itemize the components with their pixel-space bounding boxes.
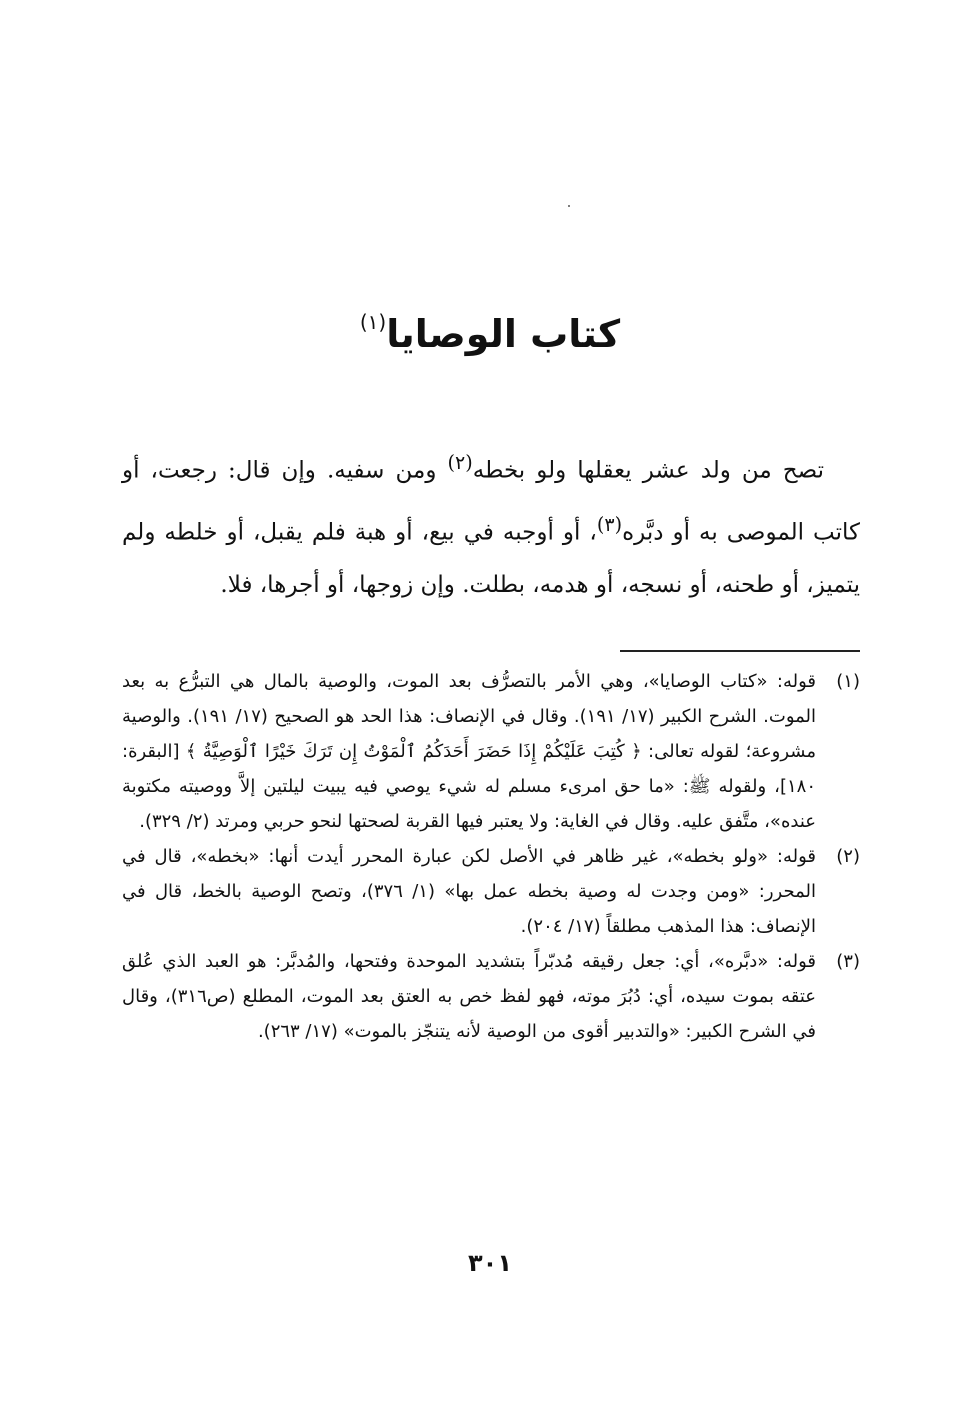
- footnotes-section: [122, 664, 860, 1049]
- main-text-part-2: ومن سفيه. وإن قال: رجعت، أو كاتب الموصى به أو دبَّره: [122, 457, 860, 546]
- footnote: [122, 944, 860, 1049]
- page-number: ٣٠١: [468, 1249, 512, 1277]
- footnote-text: قوله: «دبَّره»، أي: جعل رقيقه مُدبّراً بتشديد الموحدة وفتحها، والمُدبَّر: هو العبد الذي عُلق عتقه بموت سيده، أي: دُبُرَ موته، فهو لفظ خص به العتق بعد الموت، المطلع (ص٣١٦)، وقال في الشرح الكبير: «والتدبير أقوى من الوصية لأنه يتنجّز بالموت» (١٧/ ٢٦٣).: [122, 951, 816, 1042]
- main-text-part-1: تصح من ولد عشر يعقلها ولو بخطه: [472, 457, 824, 484]
- footnote-text: قوله: «كتاب الوصايا»، وهي الأمر بالتصرُّف بعد الموت، والوصية بالمال هي التبرُّع به بعد الموت. الشرح الكبير (١٧/ ١٩١). وقال في الإنصاف: هذا الحد هو الصحيح (١٧/ ١٩١). والوصية مشروعة؛ لقوله تعالى: ﴿ كُتِبَ عَلَيْكُمْ إِذَا حَضَرَ أَحَدَكُمُ ٱلْمَوْتُ إِن تَرَكَ خَيْرًا ٱلْوَصِيَّةُ ﴾ [البقرة: ١٨٠]، ولقوله ﷺ: «ما حق امرىء مسلم له شيء يوصي فيه يبيت ليلتين إلاَّ ووصيته مكتوبة عنده»، متَّفق عليه. وقال في الغاية: ولا يعتبر فيها القربة لصحتها لنحو حربي ومرتد (٢/ ٣٢٩).: [122, 671, 817, 832]
- main-text-part-3: ، أو أوجبه في بيع، أو هبة فلم يقبل، أو خلطه ولم يتميز، أو طحنه، أو نسجه، أو هدمه، بطلت. وإن زوجها، أو أجرها، فلا.: [122, 519, 860, 599]
- footnote-ref-3: (٣): [596, 512, 623, 536]
- footnote: [122, 839, 860, 944]
- footnote-text: قوله: «ولو بخطه»، غير ظاهر في الأصل لكن عبارة المحرر أيدت أنها: «بخطه»، قال في المحرر: «ومن وجدت له وصية بخطه عمل بها» (١/ ٣٧٦)، وتصح الوصية بالخط، قال في الإنصاف: هذا المذهب مطلقاً (١٧/ ٢٠٤).: [122, 846, 816, 937]
- footnote-number: (٣): [836, 951, 860, 972]
- footnote-number: (٢): [836, 846, 860, 867]
- footnote-divider: [620, 650, 860, 652]
- chapter-title: [0, 292, 980, 364]
- footnote-ref-2: (٢): [447, 451, 473, 474]
- chapter-title-text: كتاب الوصايا: [386, 312, 621, 356]
- scan-speck: [568, 205, 570, 207]
- footnote-ref-1: (١): [359, 310, 387, 334]
- footnote-number: (١): [836, 671, 860, 692]
- main-text: [122, 436, 860, 612]
- footnote: [122, 664, 860, 839]
